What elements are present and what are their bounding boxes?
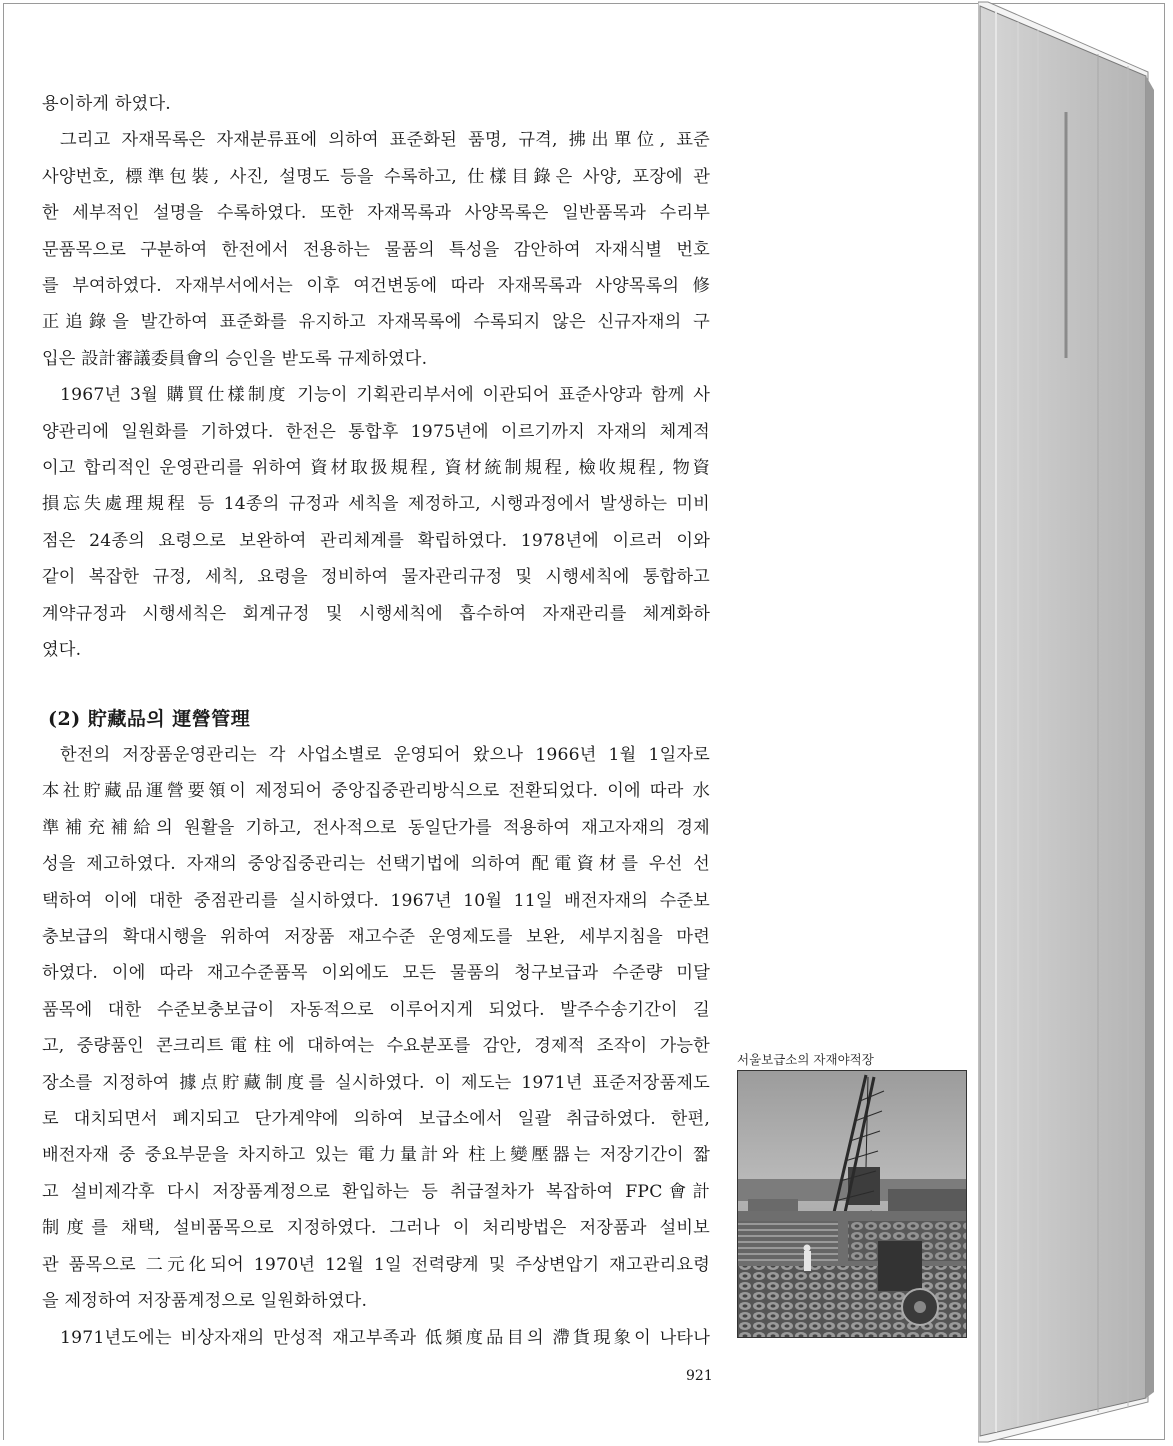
text-line: 였다. xyxy=(42,640,82,661)
text-line: 양관리에 일원화를 기하였다. 한전은 통합후 1975년에 이르기까지 자재의 체계적 xyxy=(42,421,710,442)
text-line: 용이하게 하였다. xyxy=(42,94,171,114)
text-line: 로 대치되면서 폐지되고 단가계약에 의하여 보급소에서 일괄 취급하였다. 한편, xyxy=(42,1109,710,1130)
body-text-bottom xyxy=(42,737,710,1356)
page-number: 921 xyxy=(686,1368,713,1384)
text-line: 이고 합리적인 운영관리를 위하여 資材取扱規程, 資材統制規程, 檢收規程, 物資 xyxy=(42,458,710,479)
text-line: 같이 복잡한 규정, 세칙, 요령을 정비하여 물자관리규정 및 시행세칙에 통합하고 xyxy=(42,567,710,588)
text-line: 制度를 채택, 설비품목으로 지정하였다. 그러나 이 처리방법은 저장품과 설비보 xyxy=(42,1218,710,1239)
text-line: 고 설비제각후 다시 저장품계정으로 환입하는 등 취급절차가 복잡하여 FPC會計 xyxy=(42,1181,710,1202)
text-line: 를 부여하였다. 자재부서에서는 이후 여건변동에 따라 자재목록과 사양목록의 修 xyxy=(42,276,710,297)
text-line: 本社貯藏品運營要領이 제정되어 중앙집중관리방식으로 전환되었다. 이에 따라 水 xyxy=(42,781,710,802)
text-line: 충보급의 확대시행을 위하여 저장품 재고수준 운영제도를 보완, 세부지침을 마련 xyxy=(42,927,710,948)
text-line: 입은 設計審議委員會의 승인을 받도록 규제하였다. xyxy=(42,348,428,369)
text-line: 하였다. 이에 따라 재고수준품목 이외에도 모든 물품의 청구보급과 수준량 미달 xyxy=(42,963,710,984)
section-heading: (2) 貯藏品의 運營管理 xyxy=(48,708,251,730)
page-stack-edge xyxy=(978,0,1173,1446)
book-page xyxy=(4,4,978,1440)
text-line: 관 품목으로 二元化되어 1970년 12월 1일 전력량계 및 주상변압기 재고관리요령 xyxy=(42,1254,710,1275)
text-line: 1971년도에는 비상자재의 만성적 재고부족과 低頻度品目의 滯貨現象이 나타나 xyxy=(60,1327,710,1348)
text-line: 한 세부적인 설명을 수록하였다. 또한 자재목록과 사양목록은 일반품목과 수리부 xyxy=(42,203,710,224)
text-line: 正追錄을 발간하여 표준화를 유지하고 자재목록에 수록되지 않은 신규자재의 구 xyxy=(42,312,710,333)
text-line: 품목에 대한 수준보충보급이 자동적으로 이루어지게 되었다. 발주수송기간이 길 xyxy=(42,999,710,1020)
photo-image xyxy=(738,1071,967,1338)
text-line: 損忘失處理規程 등 14종의 규정과 세칙을 제정하고, 시행과정에서 발생하는 미비 xyxy=(42,494,710,515)
text-line: 택하여 이에 대한 중점관리를 실시하였다. 1967년 10월 11일 배전자재의 수준보 xyxy=(42,890,710,911)
photo-caption: 서울보급소의 자재야적장 xyxy=(737,1052,874,1067)
text-line: 성을 제고하였다. 자재의 중앙집중관리는 선택기법에 의하여 配電資材를 우선 선 xyxy=(42,854,710,875)
photo-storage-yard xyxy=(737,1070,967,1338)
text-line: 문품목으로 구분하여 한전에서 전용하는 물품의 특성을 감안하여 자재식별 번호 xyxy=(42,239,710,260)
text-line: 한전의 저장품운영관리는 각 사업소별로 운영되어 왔으나 1966년 1월 1일자로 xyxy=(60,745,710,765)
text-line: 사양번호, 標準包裝, 사진, 설명도 등을 수록하고, 仕樣目錄은 사양, 포장에 관 xyxy=(42,166,710,187)
text-line: 準補充補給의 원활을 기하고, 전사적으로 동일단가를 적용하여 재고자재의 경제 xyxy=(42,817,710,838)
text-line: 장소를 지정하여 據点貯藏制度를 실시하였다. 이 제도는 1971년 표준저장품제도 xyxy=(42,1072,710,1093)
text-line: 그리고 자재목록은 자재분류표에 의하여 표준화된 품명, 규격, 拂出單位, 표준 xyxy=(60,130,710,151)
text-line: 1967년 3월 購買仕樣制度 기능이 기획관리부서에 이관되어 표준사양과 함께 사 xyxy=(60,385,710,406)
text-line: 을 제정하여 저장품계정으로 일원화하였다. xyxy=(42,1291,368,1312)
text-line: 계약규정과 시행세칙은 회계규정 및 시행세칙에 흡수하여 자재관리를 체계화하 xyxy=(42,603,710,624)
body-text-top xyxy=(42,86,710,669)
text-line: 점은 24종의 요령으로 보완하여 관리체계를 확립하였다. 1978년에 이르러 이와 xyxy=(42,530,710,551)
text-line: 고, 중량품인 콘크리트電柱에 대하여는 수요분포를 감안, 경제적 조작이 가능한 xyxy=(42,1036,710,1057)
text-line: 배전자재 중 중요부문을 차지하고 있는 電力量計와 柱上變壓器는 저장기간이 짧 xyxy=(42,1145,710,1166)
